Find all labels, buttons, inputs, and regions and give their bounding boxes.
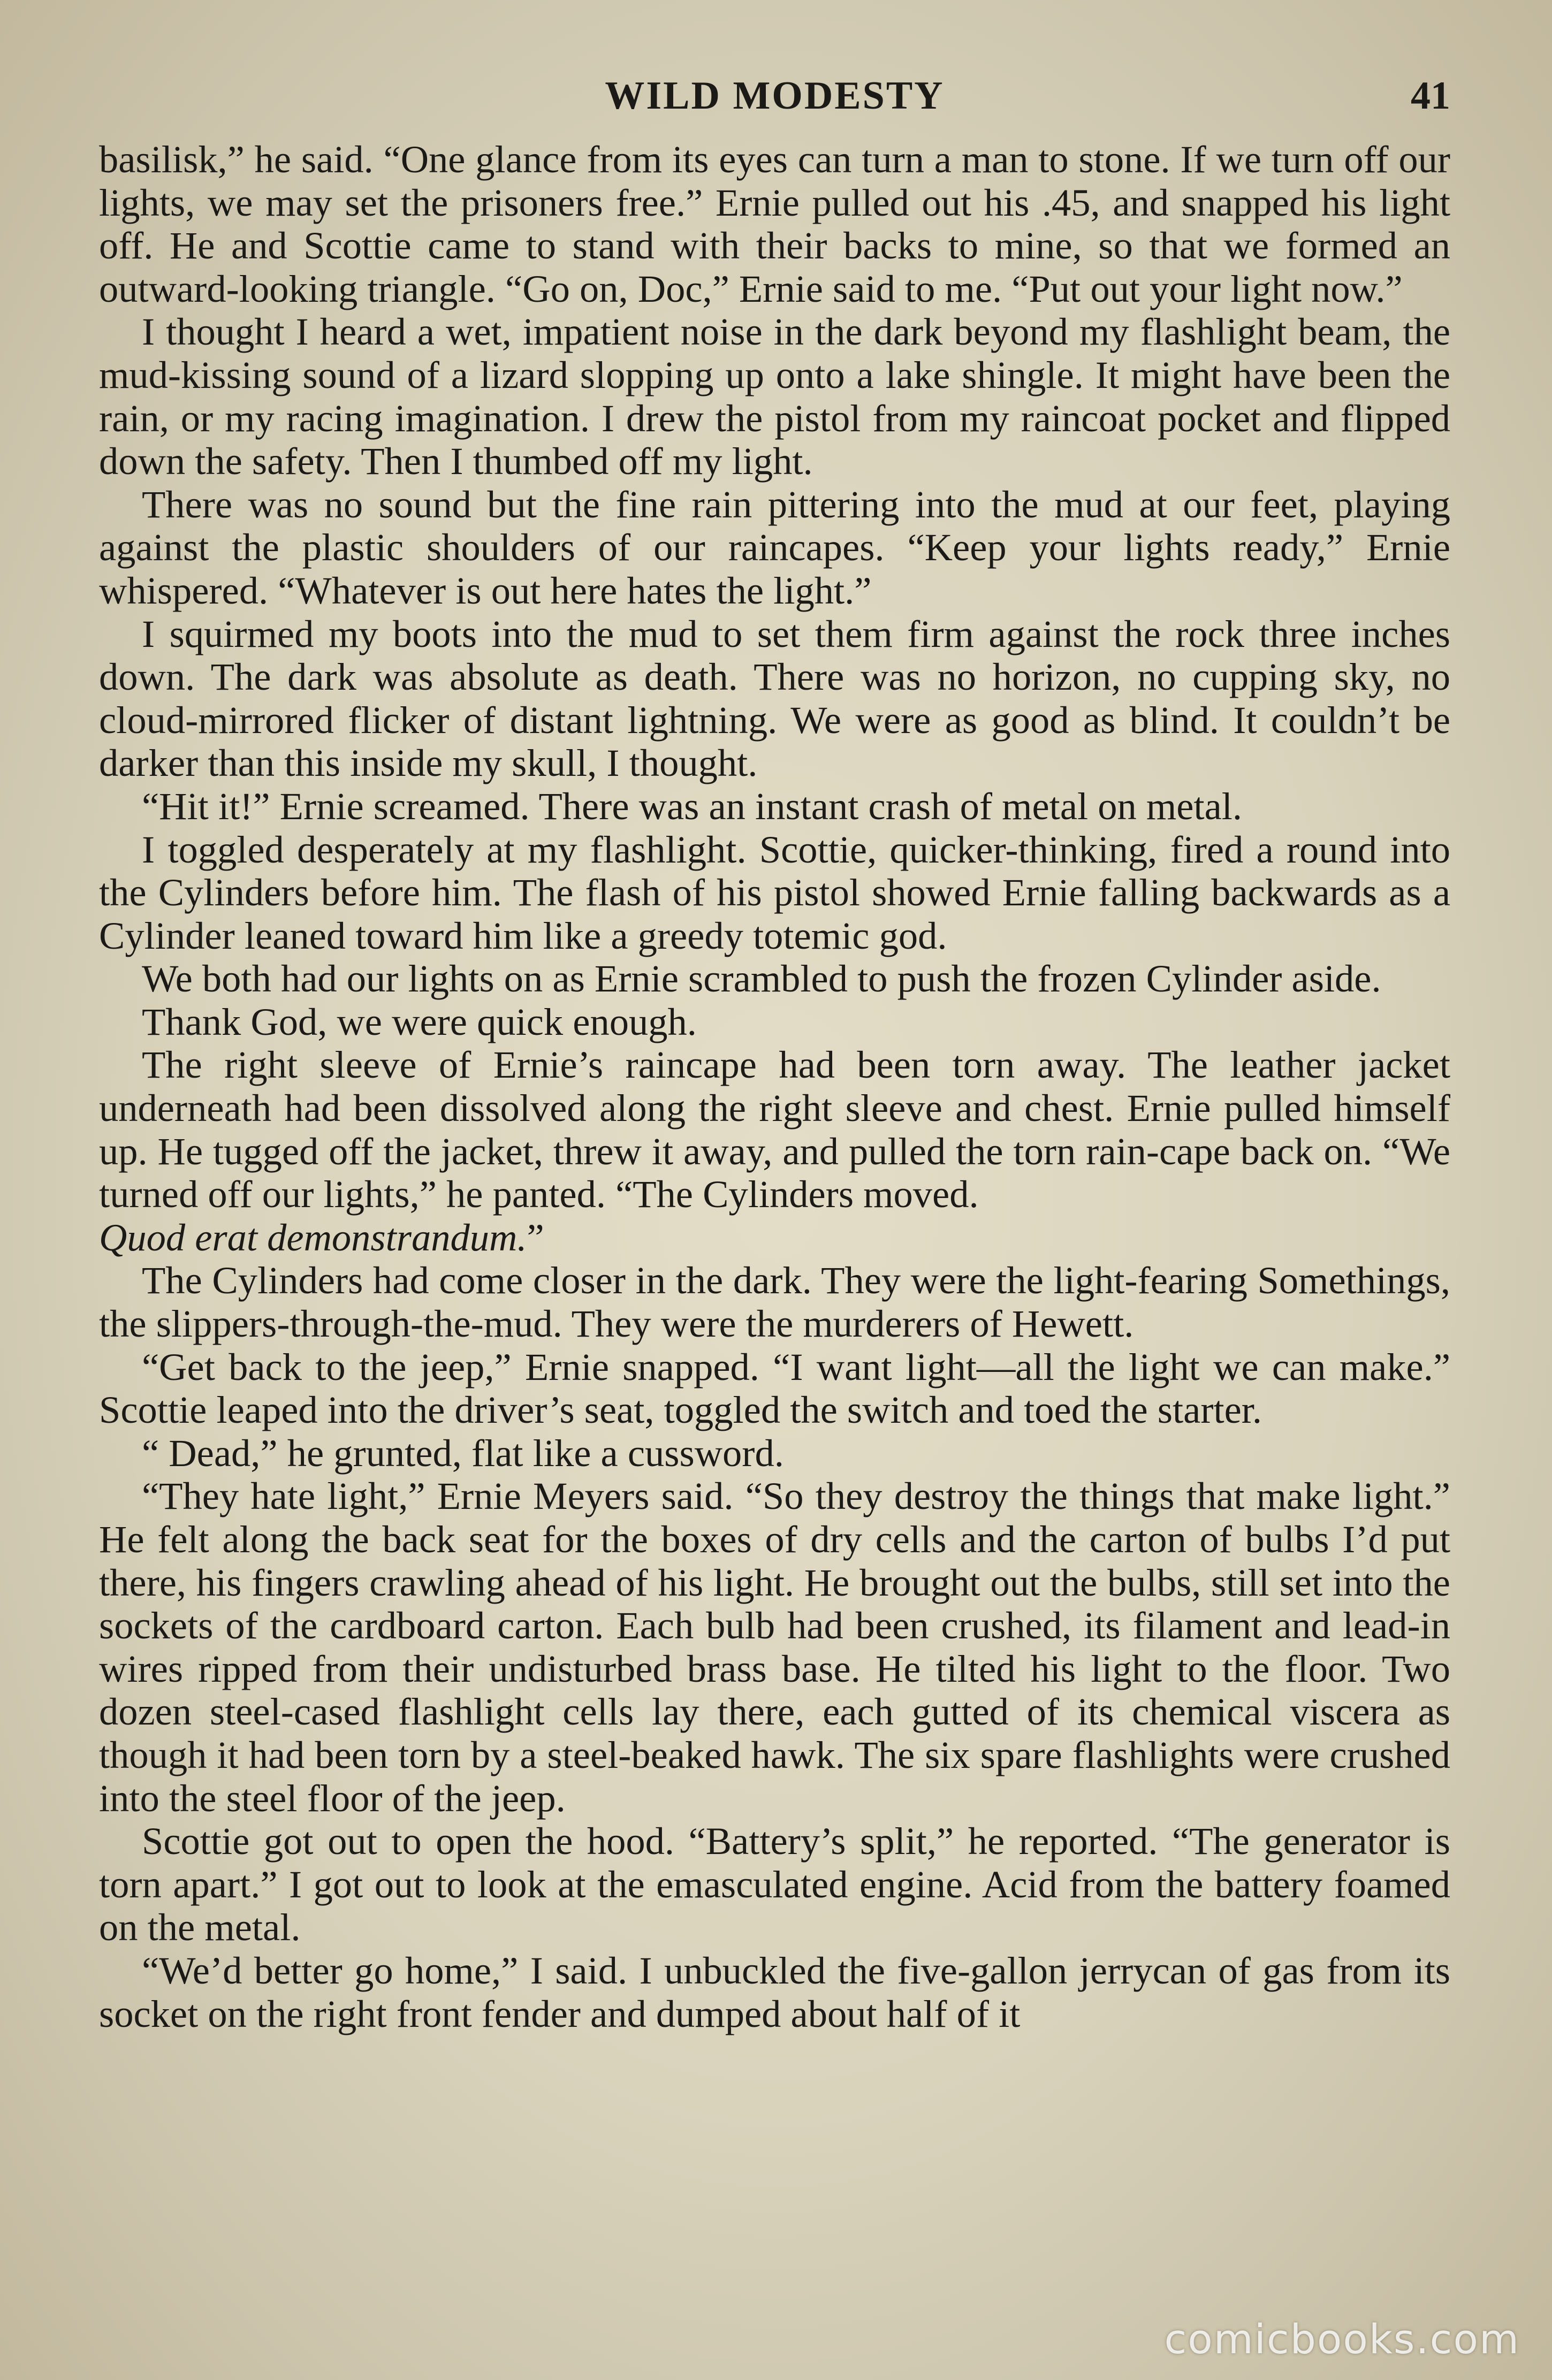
paragraph: There was no sound but the fine rain pittering into the mud at our feet, playing against the plastic shoulders of our raincapes. “Keep your lights ready,” Ernie whispered. “Whatever is out here hates the light.” [99,482,1450,612]
paragraph: I thought I heard a wet, impatient noise in the dark beyond my flashlight beam, the mud-kissing sound of a lizard slopping up onto a lake shingle. It might have been the rain, or my racing imagination. I drew the pistol from my raincoat pocket and flipped down the safety. Then I thumbed off my light. [99,310,1450,483]
paragraph-text: The right sleeve of Ernie’s raincape had been torn away. The leather jacket underneath had been dissolved along the right sleeve and chest. Ernie pulled himself up. He tugged off the jacket, threw it away, and pulled the torn rain-cape back on. “We turned off our lights,” he panted. “The Cylinders moved. [99,1043,1450,1216]
body-text [99,138,1450,2035]
paragraph: basilisk,” he said. “One glance from its eyes can turn a man to stone. If we turn off our lights, we may set the prisoners free.” Ernie pulled out his .45, and snapped his light off. He and Scottie came to stand with their backs to mine, so that we formed an outward-looking triangle. “Go on, Doc,” Ernie said to me. “Put out your light now.” [99,138,1450,310]
paragraph: Scottie got out to open the hood. “Battery’s split,” he reported. “The generator is torn apart.” I got out to look at the emasculated engine. Acid from the battery foamed on the metal. [99,1819,1450,1949]
paragraph: “Hit it!” Ernie screamed. There was an instant crash of metal on metal. [142,784,1243,828]
paragraph: “ Dead,” he grunted, flat like a cussword. [142,1431,784,1475]
page-number: 41 [1411,74,1450,118]
paragraph: We both had our lights on as Ernie scrambled to push the frozen Cylinder aside. [142,957,1381,1001]
paragraph: “They hate light,” Ernie Meyers said. “So they destroy the things that make light.” He felt along the back seat for the boxes of dry cells and the carton of bulbs I’d put there, his fingers crawling ahead of his light. He brought out the bulbs, still set into the sockets of the cardboard carton. Each bulb had been crushed, its filament and lead-in wires ripped from their undisturbed brass base. He tilted his light to the floor. Two dozen steel-cased flashlight cells lay there, each gutted of its chemical viscera as though it had been torn by a steel-beaked hawk. The six spare flashlights were crushed into the steel floor of the jeep. [99,1474,1450,1820]
closing-quote: ” [527,1215,544,1259]
paragraph: “We’d better go home,” I said. I unbuckled the five-gallon jerrycan of gas from its socket on the right front fender and dumped about half of it [99,1948,1450,2035]
paragraph: “Get back to the jeep,” Ernie snapped. “I want light—all the light we can make.” Scottie leaped into the driver’s seat, toggled the switch and toed the starter. [99,1345,1450,1432]
latin-phrase: Quod erat demonstrandum. [99,1215,527,1259]
paragraph: Thank God, we were quick enough. [142,1000,697,1043]
watermark: comicbooks.com [1164,2315,1520,2363]
paragraph: The Cylinders had come closer in the dark. They were the light-fearing Somethings, the slippers-through-the-mud. They were the murderers of Hewett. [99,1258,1450,1346]
paragraph: I toggled desperately at my flashlight. Scottie, quicker-thinking, fired a round into the Cylinders before him. The flash of his pistol showed Ernie falling backwards as a Cylinder leaned toward him like a greedy totemic god. [99,827,1450,957]
paragraph [99,1043,1450,1259]
page-header [99,67,1450,126]
running-head: WILD MODESTY [605,74,945,118]
paragraph: I squirmed my boots into the mud to set them firm against the rock three inches down. The dark was absolute as death. There was no horizon, no cupping sky, no cloud-mirrored flicker of distant lightning. We were as good as blind. It couldn’t be darker than this inside my skull, I thought. [99,612,1450,785]
